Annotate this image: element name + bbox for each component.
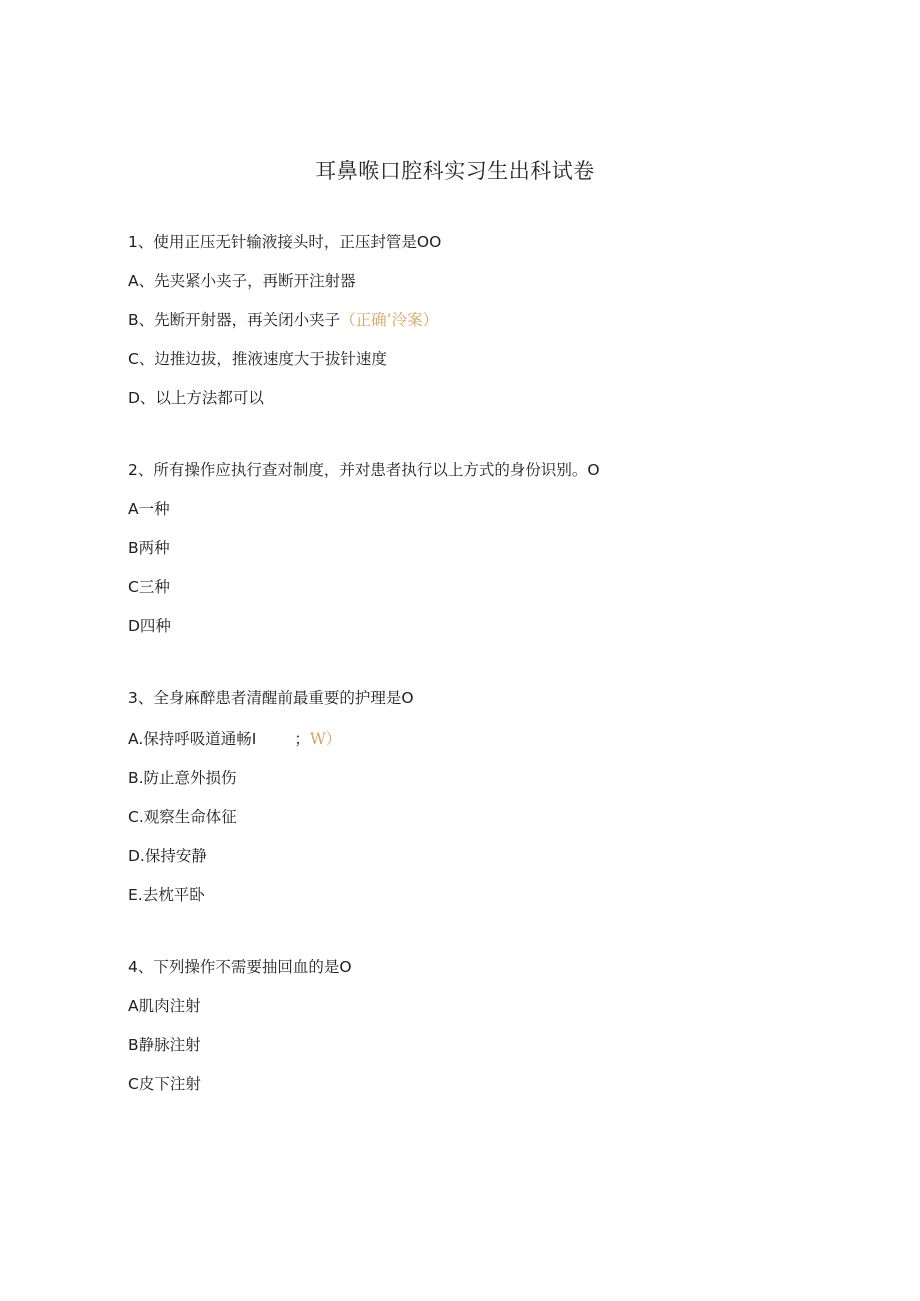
question-1-option-b-text: B、先断开射器，再关闭小夹子 bbox=[128, 311, 341, 329]
answer-mark: W） bbox=[309, 730, 342, 748]
page-title: 耳鼻喉口腔科实习生出科试卷 bbox=[315, 159, 595, 183]
question-3-option-c: C.观察生命体征 bbox=[128, 808, 237, 826]
question-4-option-b: B静脉注射 bbox=[128, 1036, 201, 1054]
question-3-option-a-text: A.保持呼吸道通畅I bbox=[128, 730, 257, 748]
question-3-stem: 3、全身麻醉患者清醒前最重要的护理是O bbox=[128, 689, 414, 707]
answer-mark: （正确’泠案） bbox=[340, 311, 439, 329]
question-1-option-a: A、先夹紧小夹子，再断开注射器 bbox=[128, 272, 356, 290]
question-2-stem: 2、所有操作应执行查对制度，并对患者执行以上方式的身份识别。O bbox=[128, 461, 600, 479]
question-4-option-c: C皮下注射 bbox=[128, 1075, 201, 1093]
question-1-option-b bbox=[128, 310, 438, 330]
question-1-option-d: D、以上方法都可以 bbox=[128, 389, 264, 407]
question-2-option-a: A一种 bbox=[128, 500, 170, 518]
question-4-option-a: A肌肉注射 bbox=[128, 997, 201, 1015]
question-3-option-d: D.保持安静 bbox=[128, 847, 207, 865]
question-3-option-a bbox=[128, 729, 341, 749]
question-2-option-d: D四种 bbox=[128, 617, 171, 635]
question-4-stem: 4、下列操作不需要抽回血的是O bbox=[128, 958, 352, 976]
question-2-option-b: B两种 bbox=[128, 539, 170, 557]
question-3-option-a-separator: ； bbox=[294, 730, 310, 748]
question-3-option-b: B.防止意外损伤 bbox=[128, 769, 237, 787]
question-3-option-e: E.去枕平卧 bbox=[128, 886, 205, 904]
question-1-option-c: C、边推边拔，推液速度大于拔针速度 bbox=[128, 350, 387, 368]
question-1-stem: 1、使用正压无针输液接头时，正压封管是OO bbox=[128, 233, 442, 251]
question-2-option-c: C三种 bbox=[128, 578, 170, 596]
